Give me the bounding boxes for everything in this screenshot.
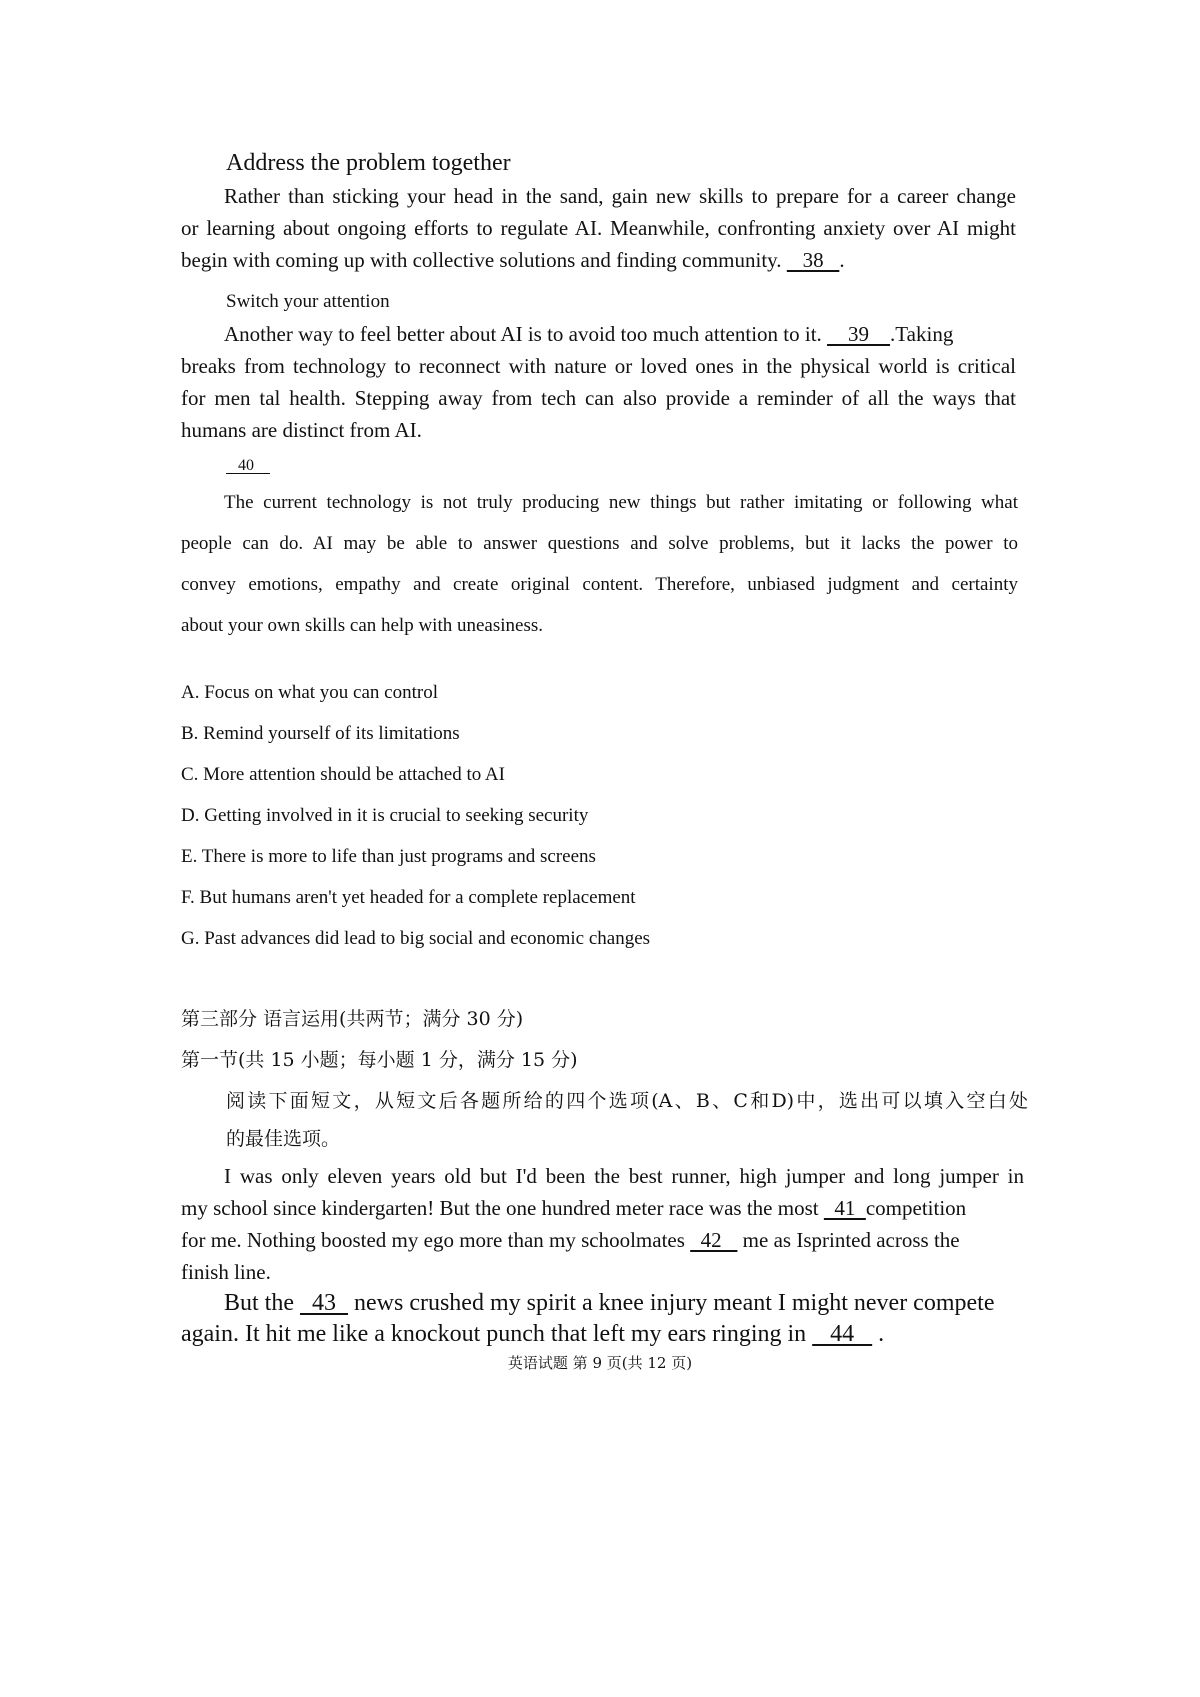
paragraph-text: news crushed my spirit a knee injury meant I might never compete xyxy=(354,1290,995,1316)
blank-44: 44 xyxy=(812,1321,873,1347)
paragraph-line-with-blank xyxy=(224,1288,994,1318)
paragraph-line: about your own skills can help with uneasiness. xyxy=(181,615,544,636)
paragraph-line: Rather than sticking your head in the sand, gain new skills to prepare for a career change xyxy=(224,184,1016,208)
paragraph-line-with-blank xyxy=(181,1319,884,1349)
paragraph-text: competition xyxy=(865,1196,967,1220)
blank-42: 42 xyxy=(690,1228,738,1252)
page-footer: 英语试题 第 9 页(共 12 页) xyxy=(507,1354,693,1372)
paragraph-line-with-blank xyxy=(181,1227,960,1253)
paragraph-line: for men tal health. Stepping away from tech can also provide a reminder of all the ways that xyxy=(181,386,1016,410)
paragraph-line: convey emotions, empathy and create original content. Therefore, unbiased judgment and certainty xyxy=(181,574,1018,595)
paragraph-line-with-blank xyxy=(224,321,953,347)
section-heading-address: Address the problem together xyxy=(226,150,511,176)
paragraph-line-with-blank xyxy=(181,247,845,273)
period-mark: . xyxy=(839,248,845,272)
blank-39: 39 xyxy=(827,322,891,346)
option-f: F. But humans aren't yet headed for a complete replacement xyxy=(181,887,636,908)
paragraph-text: again. It hit me like a knockout punch that left my ears ringing in xyxy=(181,1321,807,1347)
option-g: G. Past advances did lead to big social and economic changes xyxy=(181,928,651,949)
paragraph-text: for me. Nothing boosted my ego more than my schoolmates xyxy=(181,1228,685,1252)
period-mark: . xyxy=(878,1321,885,1347)
paragraph-text: me as Isprinted across the xyxy=(742,1228,960,1252)
section-one-heading: 第一节(共 15 小题；每小题 1 分，满分 15 分) xyxy=(181,1049,578,1071)
paragraph-line: humans are distinct from AI. xyxy=(181,418,422,442)
paragraph-line: I was only eleven years old but I'd been the best runner, high jumper and long jumper in xyxy=(224,1164,1024,1188)
paragraph-line-with-blank xyxy=(181,1195,1024,1221)
paragraph-text: But the xyxy=(224,1290,294,1316)
option-d: D. Getting involved in it is crucial to seeking security xyxy=(181,805,589,826)
section-heading-switch: Switch your attention xyxy=(226,291,390,312)
paragraph-text: begin with coming up with collective solutions and finding community. xyxy=(181,248,782,272)
paragraph-line: The current technology is not truly producing new things but rather imitating or following what xyxy=(224,492,1018,513)
option-b: B. Remind yourself of its limitations xyxy=(181,723,460,744)
option-a: A. Focus on what you can control xyxy=(181,682,438,703)
blank-40-heading xyxy=(226,453,270,479)
paragraph-text: .Taking xyxy=(890,322,954,346)
blank-41: 41 xyxy=(823,1196,866,1220)
paragraph-text: Another way to feel better about AI is to avoid too much attention to it. xyxy=(224,322,822,346)
paragraph-line: breaks from technology to reconnect with nature or loved ones in the physical world is critical xyxy=(181,354,1016,378)
option-e: E. There is more to life than just programs and screens xyxy=(181,846,596,867)
part-three-heading: 第三部分 语言运用(共两节；满分 30 分) xyxy=(181,1008,524,1030)
paragraph-text: my school since kindergarten! But the one hundred meter race was the most xyxy=(181,1196,819,1220)
paragraph-line: people can do. AI may be able to answer questions and solve problems, but it lacks the power to xyxy=(181,533,1018,554)
paragraph-line: finish line. xyxy=(181,1260,271,1284)
blank-38: 38 xyxy=(786,248,840,272)
blank-40: 40 xyxy=(226,457,270,474)
paragraph-line: or learning about ongoing efforts to regulate AI. Meanwhile, confronting anxiety over AI might xyxy=(181,216,1016,240)
instructions-line: 阅读下面短文，从短文后各题所给的四个选项(A、B、C和D)中，选出可以填入空白处 xyxy=(226,1090,1028,1112)
blank-43: 43 xyxy=(300,1290,348,1316)
instructions-line: 的最佳选项。 xyxy=(226,1128,341,1150)
option-c: C. More attention should be attached to AI xyxy=(181,764,505,785)
